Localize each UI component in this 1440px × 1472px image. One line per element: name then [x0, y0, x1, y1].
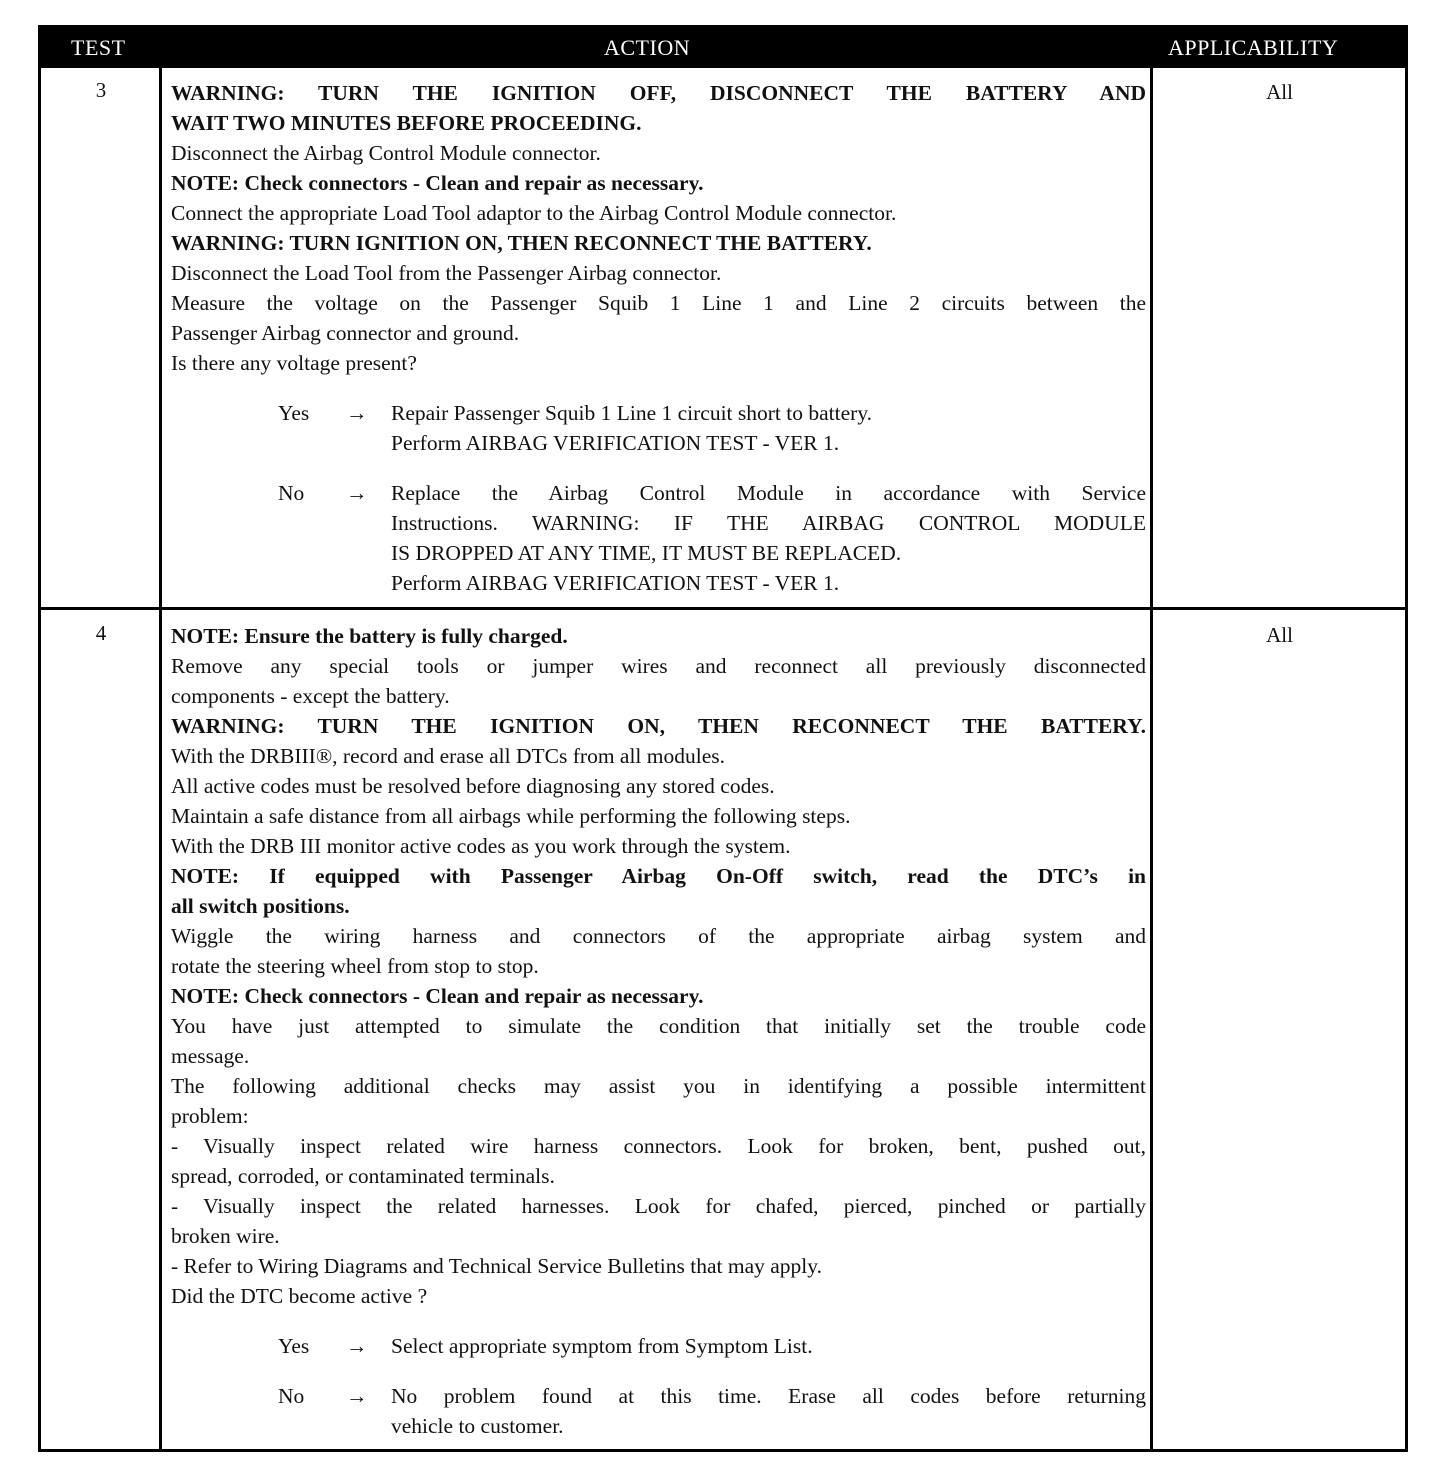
action-line: Is there any voltage present? [171, 351, 417, 375]
action-line: spread, corroded, or contaminated terminals. [171, 1164, 555, 1188]
test-number: 4 [95, 621, 107, 645]
header-action: ACTION [604, 35, 691, 60]
action-line: Passenger Airbag connector and ground. [171, 321, 520, 345]
action-line: Maintain a safe distance from all airbags while performing the following steps. [171, 804, 851, 828]
action-line: - Visually inspect the related harnesses. Look for chafed, pierced, pinched or partially [171, 1194, 1146, 1218]
action-line: all switch positions. [171, 894, 350, 918]
action-line: NOTE: Ensure the battery is fully charged. [171, 624, 568, 648]
action-line: message. [171, 1044, 250, 1068]
action-line: Disconnect the Load Tool from the Passenger Airbag connector. [171, 261, 722, 285]
action-cell [171, 78, 1146, 598]
action-line: Measure the voltage on the Passenger Squib 1 Line 1 and Line 2 circuits between the [171, 291, 1146, 315]
action-line: Remove any special tools or jumper wires and reconnect all previously disconnected [171, 654, 1146, 678]
answer-line: vehicle to customer. [391, 1414, 564, 1438]
diagnostic-table [38, 25, 1408, 1452]
action-line: WARNING: TURN THE IGNITION ON, THEN RECONNECT THE BATTERY. [171, 714, 1146, 738]
action-line: broken wire. [171, 1224, 280, 1248]
answer-yes [278, 1331, 1146, 1361]
action-line: NOTE: If equipped with Passenger Airbag On-Off switch, read the DTC’s in [171, 864, 1146, 888]
row-divider [41, 607, 1405, 610]
answer-line: Select appropriate symptom from Symptom List. [391, 1334, 813, 1358]
answer-line: Instructions. WARNING: IF THE AIRBAG CONTROL MODULE [391, 511, 1146, 535]
action-line: rotate the steering wheel from stop to stop. [171, 954, 539, 978]
arrow-icon: → [346, 1384, 368, 1408]
answer-label: Yes [278, 1334, 310, 1358]
action-line: Connect the appropriate Load Tool adaptor to the Airbag Control Module connector. [171, 201, 897, 225]
arrow-icon: → [346, 481, 368, 505]
table-header [41, 28, 1405, 68]
answer-line: IS DROPPED AT ANY TIME, IT MUST BE REPLACED. [391, 541, 902, 565]
arrow-icon: → [346, 401, 368, 425]
header-test: TEST [71, 35, 126, 60]
action-line: WARNING: TURN IGNITION ON, THEN RECONNECT THE BATTERY. [171, 231, 872, 255]
answer-label: No [278, 1384, 305, 1408]
answer-yes [278, 398, 1146, 458]
answer-line: Perform AIRBAG VERIFICATION TEST - VER 1. [391, 571, 840, 595]
answer-line: No problem found at this time. Erase all codes before returning [391, 1384, 1146, 1408]
column-divider [159, 28, 162, 1449]
action-line: components - except the battery. [171, 684, 450, 708]
column-divider [1150, 28, 1153, 1449]
test-number: 3 [95, 78, 107, 102]
action-cell [171, 621, 1146, 1441]
applicability-value: All [1266, 623, 1293, 647]
action-line: problem: [171, 1104, 249, 1128]
answer-line: Perform AIRBAG VERIFICATION TEST - VER 1. [391, 431, 840, 455]
action-line: NOTE: Check connectors - Clean and repair as necessary. [171, 984, 704, 1008]
action-line: WAIT TWO MINUTES BEFORE PROCEEDING. [171, 111, 642, 135]
action-line: WARNING: TURN THE IGNITION OFF, DISCONNECT THE BATTERY AND [171, 81, 1146, 105]
answer-line: Repair Passenger Squib 1 Line 1 circuit short to battery. [391, 401, 873, 425]
action-line: With the DRBIII®, record and erase all DTCs from all modules. [171, 744, 726, 768]
action-line: Disconnect the Airbag Control Module connector. [171, 141, 601, 165]
action-line: You have just attempted to simulate the condition that initially set the trouble code [171, 1014, 1146, 1038]
answer-line: Replace the Airbag Control Module in accordance with Service [391, 481, 1146, 505]
applicability-value: All [1266, 80, 1293, 104]
arrow-icon: → [346, 1334, 368, 1358]
action-line: - Visually inspect related wire harness connectors. Look for broken, bent, pushed out, [171, 1134, 1146, 1158]
action-line: NOTE: Check connectors - Clean and repair as necessary. [171, 171, 704, 195]
answer-no [278, 478, 1146, 598]
action-line: Did the DTC become active ? [171, 1284, 428, 1308]
answer-label: Yes [278, 401, 310, 425]
action-line: All active codes must be resolved before diagnosing any stored codes. [171, 774, 775, 798]
action-line: With the DRB III monitor active codes as you work through the system. [171, 834, 791, 858]
header-applicability: APPLICABILITY [1168, 35, 1339, 60]
answer-label: No [278, 481, 305, 505]
answer-no [278, 1381, 1146, 1441]
action-line: The following additional checks may assist you in identifying a possible intermittent [171, 1074, 1146, 1098]
action-line: - Refer to Wiring Diagrams and Technical Service Bulletins that may apply. [171, 1254, 823, 1278]
action-line: Wiggle the wiring harness and connectors of the appropriate airbag system and [171, 924, 1146, 948]
